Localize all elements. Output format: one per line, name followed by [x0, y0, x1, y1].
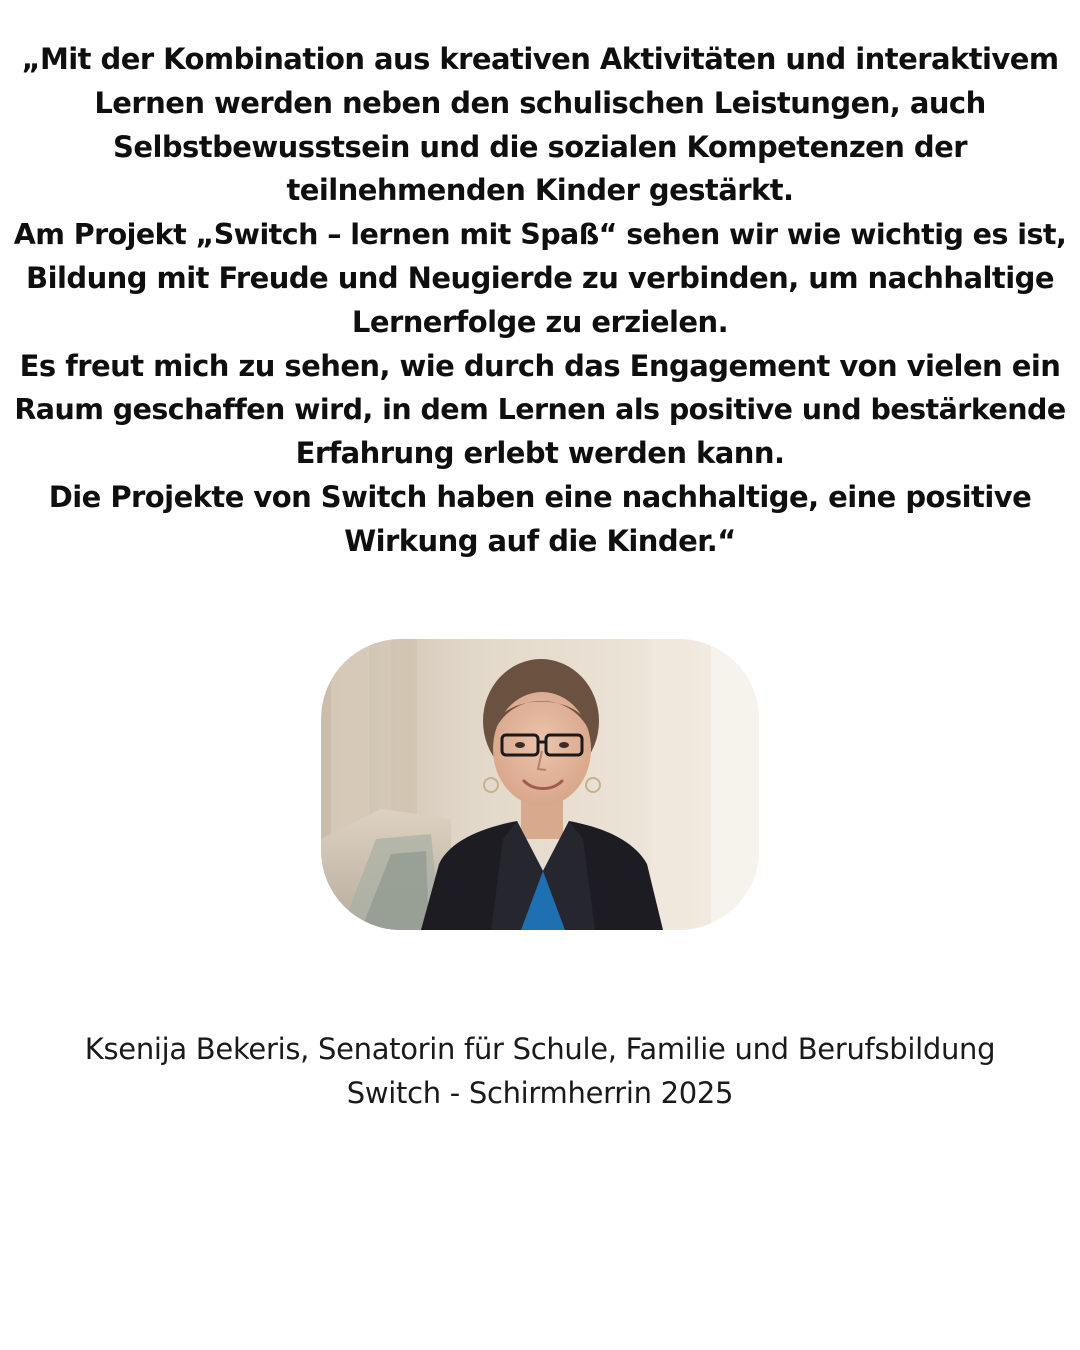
author-name: Ksenija Bekeris, Senatorin für Schule, Familie und Berufsbildung: [84, 1032, 996, 1066]
quote-line: Es freut mich zu sehen, wie durch das Engagement von vielen ein: [19, 348, 1061, 383]
quote-line: Lernen werden neben den schulischen Leistungen, auch: [94, 85, 986, 120]
quote-line: Erfahrung erlebt werden kann.: [295, 436, 785, 471]
quote-line: teilnehmenden Kinder gestärkt.: [286, 173, 794, 208]
caption-block: [0, 1028, 1080, 1115]
quote-line: Lernerfolge zu erzielen.: [351, 304, 729, 339]
quote-line: „Mit der Kombination aus kreativen Aktivitäten und interaktivem: [21, 42, 1059, 76]
quote-line: Wirkung auf die Kinder.“: [344, 523, 736, 558]
author-role: Switch - Schirmherrin 2025: [346, 1075, 734, 1110]
quote-line: Die Projekte von Switch haben eine nachhaltige, eine positive: [48, 479, 1032, 514]
portrait-photo: [321, 639, 759, 930]
portrait-illustration: [321, 639, 759, 930]
quote-line: Raum geschaffen wird, in dem Lernen als positive und bestärkende: [14, 393, 1066, 427]
quote-line: Selbstbewusstsein und die sozialen Kompetenzen der: [113, 129, 967, 164]
quote-line: Bildung mit Freude und Neugierde zu verbinden, um nachhaltige: [26, 260, 1054, 295]
quote-line: Am Projekt „Switch – lernen mit Spaß“ sehen wir wie wichtig es ist,: [13, 218, 1067, 252]
quote-block: [0, 38, 1080, 564]
